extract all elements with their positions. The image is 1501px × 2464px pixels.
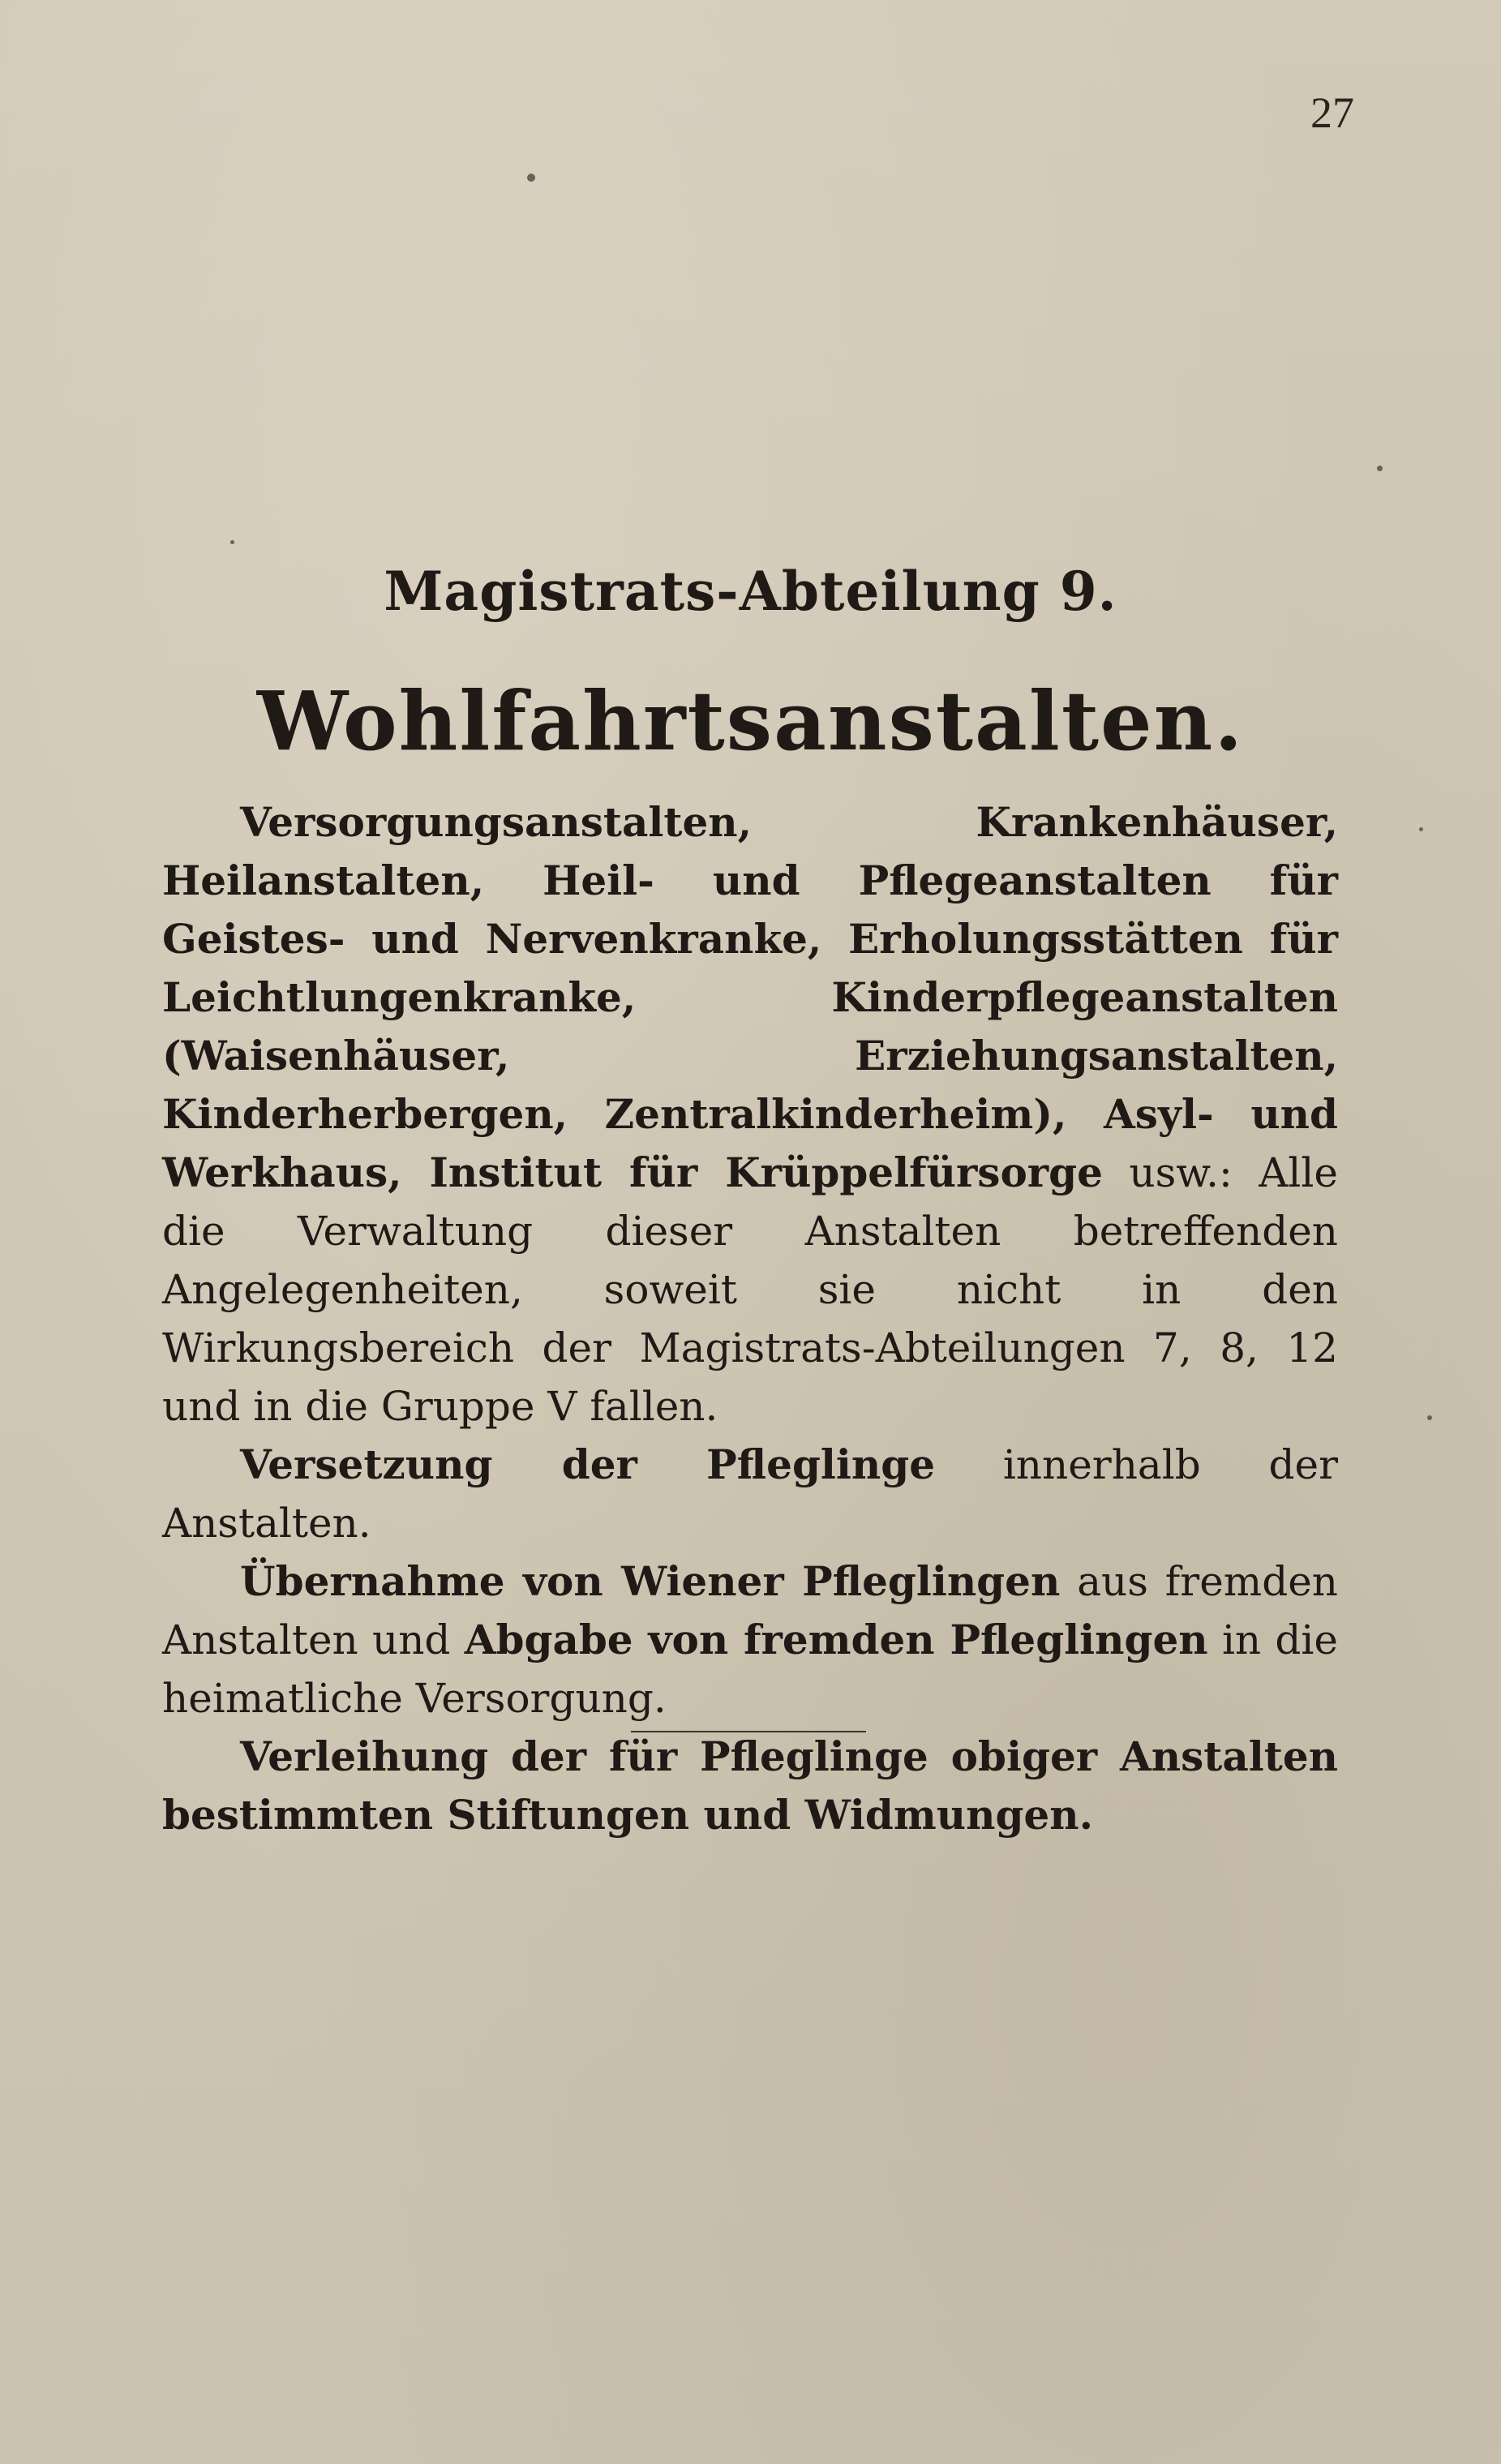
body-text [162,793,1338,1844]
paper-speck [1427,1415,1432,1420]
paragraph-transfer [162,1436,1338,1552]
paragraph-endowments [162,1728,1338,1844]
paper-speck [1377,466,1383,471]
department-title: Magistrats-Abteilung 9. [384,560,1117,623]
paragraph-bold-text: Versorgungsanstalten, Krankenhäuser, Heilanstalten, Heil- und Pflegeanstalten für Geistes- und Nervenkranke, Erholungsstätten für Leichtlungenkranke, Kinderpflegeanstalten (Waisenhäuser, Erziehungsanstalten, Kinderherbergen, Zentralkinderheim), Asyl- und Werkhaus, Institut für Krüppelfürsorge [162,798,1338,1196]
paragraph-bold-text: Versetzung der Pfleglinge [240,1440,936,1488]
main-title: Wohlfahrtsanstalten. [256,673,1245,769]
paragraph-normal-text: in die heimatliche Versorgung. [162,1616,1339,1722]
paper-speck [230,540,234,544]
page-number: 27 [1310,88,1354,137]
paragraph-bold-text: Übernahme von Wiener Pfleglingen [240,1557,1061,1605]
paragraph-normal-text: usw.: Alle die Verwaltung dieser Anstalten betreffenden Angelegenheiten, soweit sie nicht in den Wirkungsbereich der Magistrats-Abteilungen 7, 8, 12 und in die Gruppe V fallen. [162,1149,1338,1430]
paragraph-bold-text: Abgabe von fremden Pfleglingen [464,1616,1208,1663]
end-rule [631,1731,866,1732]
paragraph-institutions [162,793,1338,1436]
paper-speck [527,174,535,182]
paragraph-normal-text: aus fremden Anstalten und [162,1558,1338,1663]
paper-speck [1419,827,1423,831]
paragraph-bold-text: Verleihung der für Pfleglinge obiger Anstalten bestimmten Stiftungen und Widmungen. [162,1732,1338,1839]
paragraph-takeover [162,1552,1338,1728]
paragraph-normal-text: innerhalb der Anstalten. [162,1441,1338,1547]
